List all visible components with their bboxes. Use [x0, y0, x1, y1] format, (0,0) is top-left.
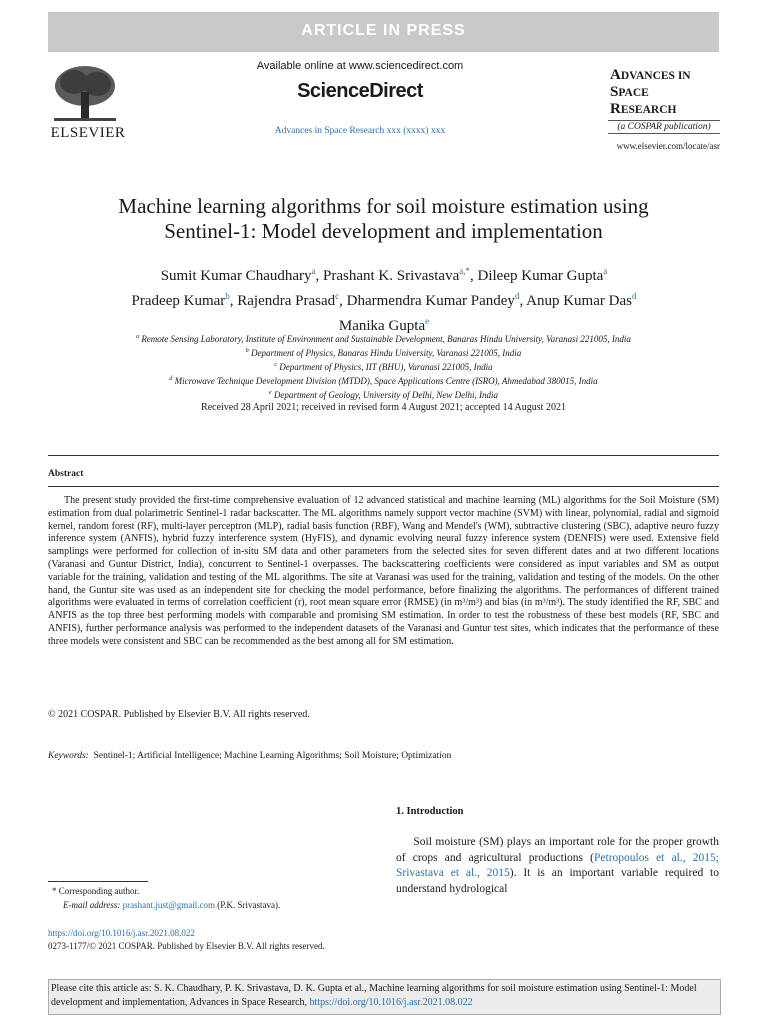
- author-affil-marker: a: [311, 266, 316, 276]
- author: Anup Kumar Das: [526, 293, 632, 309]
- author-list: Sumit Kumar Chaudhary$^a$, Prashant K. Srivastava$^{a,*}$, Dileep Kumar Gupta$^a$ Pradeep Kumar$^b$, Rajendra Prasad$^c$, Dharmendra Kumar Pandey$^d$, Anup Kumar Das$^d$ Manika Gupta$^e$: [131, 266, 637, 334]
- email-link[interactable]: prashant.just@gmail.com: [122, 900, 215, 910]
- author-affil-marker: e: [425, 316, 430, 326]
- citation-box: [48, 979, 721, 1015]
- affiliations: [48, 331, 719, 401]
- intro-paragraph: Soil moisture (SM) plays an important role for the proper growth of crops and agricultural productions (Petropoulos et al., 2015; Srivastava et al., 2015). It is an important variable required to understand hydrological: [396, 836, 719, 895]
- journal-title: ADVANCES IN SPACE RESEARCH: [610, 67, 691, 117]
- keywords: [48, 751, 451, 761]
- article-in-press-banner: ARTICLE IN PRESS: [48, 12, 719, 52]
- author: Manika Gupta: [338, 318, 426, 334]
- affiliation: $^e$ Department of Geology, University of Delhi, New Delhi, India: [268, 390, 499, 400]
- author-affil-marker: c: [335, 291, 340, 301]
- cospar-publication: (a COSPAR publication): [608, 120, 720, 134]
- divider: [48, 455, 719, 456]
- author-affil-marker: b: [225, 291, 230, 301]
- author: Sumit Kumar Chaudhary: [160, 268, 312, 284]
- affiliation: $^c$ Department of Physics, IIT (BHU), Varanasi 221005, India: [274, 362, 493, 372]
- abstract-heading: Abstract: [48, 469, 84, 479]
- email-note: E-mail address: prashant.just@gmail.com (P.K. Srivastava).: [63, 900, 281, 910]
- author: Dileep Kumar Gupta: [477, 268, 604, 284]
- received-dates: Received 28 April 2021; received in revised form 4 August 2021; accepted 14 August 2021: [201, 402, 566, 413]
- affiliation: $^b$ Department of Physics, Banaras Hindu University, Varanasi 221005, India: [245, 348, 522, 358]
- author: Rajendra Prasad: [237, 293, 336, 309]
- journal-url[interactable]: www.elsevier.com/locate/asr: [616, 141, 720, 151]
- sciencedirect-logo: ScienceDirect: [297, 80, 423, 102]
- corresponding-author-note: * Corresponding author.: [52, 886, 140, 896]
- article-title: Machine learning algorithms for soil moisture estimation using Sentinel-1: Model development and implementation: [118, 194, 649, 243]
- affiliation: $^a$ Remote Sensing Laboratory, Institute of Environment and Sustainable Development, Banaras Hindu University, Varanasi 221005, India: [136, 334, 631, 344]
- copyright: © 2021 COSPAR. Published by Elsevier B.V. All rights reserved.: [48, 709, 310, 720]
- author-affil-marker: d: [514, 291, 520, 301]
- footnote-divider: [48, 881, 148, 882]
- author: Dharmendra Kumar Pandey: [346, 293, 515, 309]
- issn-copyright: 0273-1177/© 2021 COSPAR. Published by Elsevier B.V. All rights reserved.: [48, 941, 325, 951]
- publisher-name: ELSEVIER: [50, 125, 126, 141]
- available-online: Available online at www.sciencedirect.com: [256, 60, 464, 72]
- author-affil-marker: a,*: [459, 266, 470, 276]
- citation-doi-link[interactable]: https://doi.org/10.1016/j.asr.2021.08.022: [309, 997, 473, 1008]
- citation-link[interactable]: Petropoulos et al., 2015; Srivastava et al., 2015: [396, 851, 719, 879]
- keywords-label: Keywords:: [48, 751, 89, 761]
- author: Pradeep Kumar: [131, 293, 226, 309]
- abstract-text: The present study provided the first-time comprehensive evaluation of 12 advanced statistical and machine learning (ML) algorithms for the Soil Moisture (SM) estimation from dual polarimetric Sentinel-1 radar backscatter. The ML algorithms namely support vector machine (SVM) with linear, polynomial, radial and sigmoid kernel, random forest (RF), multi-layer perceptron (MLP), radial basis function (RBF), Wang and Mendel's (WM), subtractive clustering (SBC), adaptive neuro fuzzy inference system (ANFIS), hybrid fuzzy interference system (HyFIS), and dynamic evolving neural fuzzy inference system (DENFIS) were used. Extensive field samplings were performed for collection of in-situ SM data and other parameters from the selected sites for seven different dates and at two different locations (Varanasi and Guntur District, India), concurrent to Sentinel-1 overpasses. The backscattering coefficients were considered as input variables and SM as output variable for the training, validation and testing of the ML algorithms. The site at Varanasi was used for the training, validation and testing of the models. On the other hand, the Guntur site was used as an independent site for checking the model performance, before finalizing the algorithms. The performances of different trained algorithms were evaluated in terms of correlation coefficient (r), root mean square error (RMSE) (in m³/m³) and bias (in m³/m³). The study identified the RF, SBC and ANFIS as the top three best performing models with comparable and promising SM estimation. In order to test the robustness of these best models (RF, SBC and ANFIS), further performance analysis was performed to the independent datasets of the Varanasi and Guntur test sites, which indicates that the performance of these three models were consistent and SBC can be recommended as the best among all for SM estimation.: [48, 495, 719, 647]
- author-affil-marker: a: [603, 266, 608, 276]
- affiliation: $^d$ Microwave Technique Development Division (MTDD), Space Applications Centre (ISRO), Ahmedabad 380015, India: [169, 376, 598, 386]
- abstract-body: [48, 495, 719, 649]
- keywords-text: Sentinel-1; Artificial Intelligence; Machine Learning Algorithms; Soil Moisture; Optimization: [93, 751, 452, 761]
- author-affil-marker: d: [631, 291, 637, 301]
- doi-link[interactable]: https://doi.org/10.1016/j.asr.2021.08.022: [48, 928, 195, 938]
- divider: [48, 486, 719, 487]
- journal-reference[interactable]: Advances in Space Research xxx (xxxx) xxx: [274, 126, 446, 136]
- author: Prashant K. Srivastava: [323, 268, 460, 284]
- citation-text: Please cite this article as: S. K. Chaudhary, P. K. Srivastava, D. K. Gupta et al., Machine learning algorithms for soil moisture estimation using Sentinel-1: Model development and implementation, Advances in Space Research,: [51, 983, 697, 1008]
- section-heading: 1. Introduction: [396, 806, 464, 817]
